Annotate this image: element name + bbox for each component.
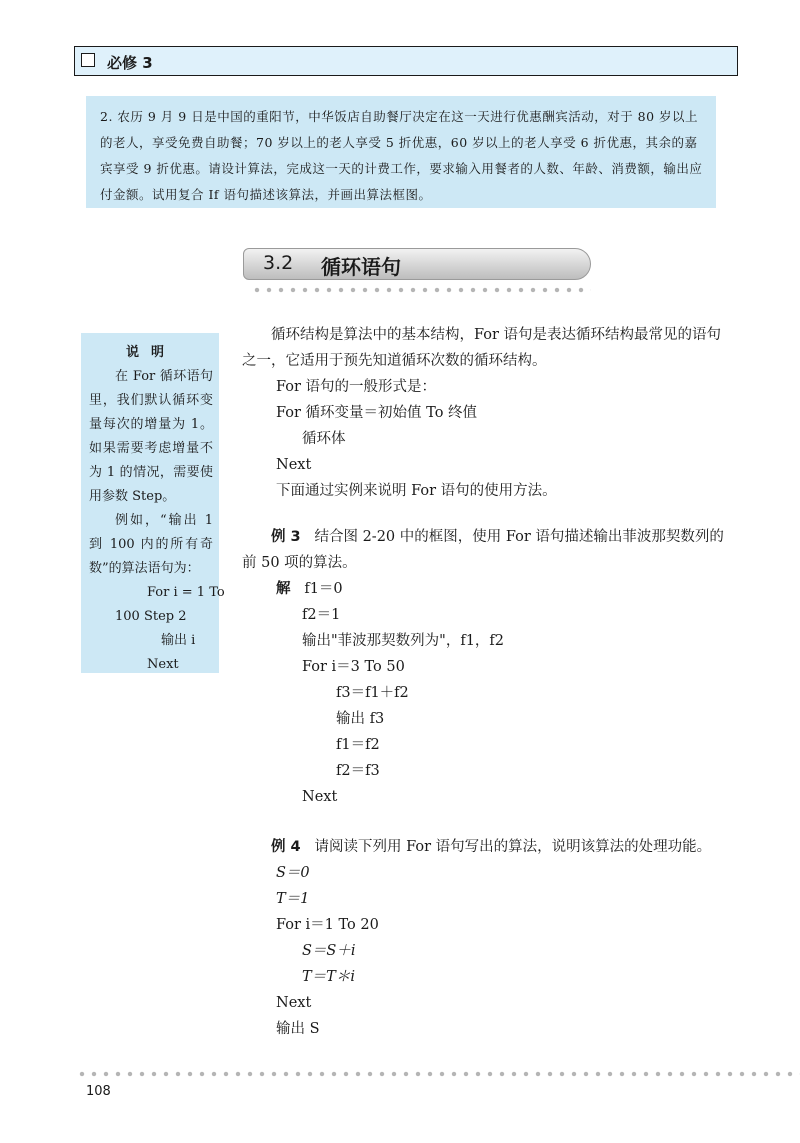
footer-dot-divider (76, 1070, 800, 1078)
solution-label: 解 (276, 581, 291, 597)
section-dot-divider (251, 286, 591, 294)
example-4-code-line: T＝1 (276, 891, 310, 907)
solution-line: 输出 f3 (336, 711, 385, 727)
solution-line: f3＝f1＋f2 (336, 685, 409, 701)
example-4-label: 例 4 (271, 839, 301, 855)
square-marker-icon (81, 53, 95, 67)
main-content (242, 322, 732, 1042)
note-title: 说明 (125, 345, 176, 360)
solution-line: Next (302, 789, 338, 805)
example-3-label: 例 3 (271, 529, 301, 545)
note-code-line: For i = 1 To (147, 585, 225, 600)
general-form-line: Next (276, 457, 312, 473)
solution-line: f2＝1 (302, 607, 341, 623)
solution-code: f1＝0 (304, 581, 343, 597)
note-code-line: 100 Step 2 (115, 609, 187, 624)
solution-line: For i＝3 To 50 (302, 659, 405, 675)
example-4-text: 请阅读下列用 For 语句写出的算法，说明该算法的处理功能。 (314, 839, 712, 855)
example-4-code-line: T＝T＊i (302, 969, 355, 985)
exercise-box (86, 96, 716, 208)
example-3-text: 结合图 2-20 中的框图，使用 For 语句描述输出菲波那契数列的前 50 项的算法。 (242, 529, 724, 571)
general-form-line: For 循环变量＝初始值 To 终值 (276, 405, 478, 421)
note-paragraph-1: 在 For 循环语句里，我们默认循环变量每次的增量为 1。如果需要考虑增量不为 1 的情况，需要使用参数 Step。 (89, 369, 213, 504)
chapter-header-bar (74, 46, 738, 76)
solution-line: 输出"菲波那契数列为"，f1，f2 (302, 633, 505, 649)
exercise-text: 2. 农历 9 月 9 日是中国的重阳节，中华饭店自助餐厅决定在这一天进行优惠酬宾活动，对于 80 岁以上的老人，享受免费自助餐；70 岁以上的老人享受 5 折优惠，60 岁以上的老人享受 6 折优惠，其余的嘉宾享受 9 折优惠。请设计算法，完成这一天的计费工作，要求输入用餐者的人数、年龄、消费额，输出应付金额。试用复合 If 语句描述该算法，并画出算法框图。 (100, 109, 703, 202)
section-heading-bar (243, 248, 591, 280)
general-form-line: 循环体 (302, 431, 346, 447)
note-sidebar (81, 333, 225, 673)
section-heading (243, 248, 591, 282)
section-title: 循环语句 (321, 255, 401, 279)
page-number: 108 (86, 1084, 111, 1099)
example-4-code-line: For i＝1 To 20 (276, 917, 379, 933)
intro-paragraph: 下面通过实例来说明 For 语句的使用方法。 (276, 483, 557, 499)
intro-paragraph: 循环结构是算法中的基本结构，For 语句是表达循环结构最常见的语句之一，它适用于预先知道循环次数的循环结构。 (242, 327, 722, 369)
example-4 (242, 834, 732, 860)
section-number: 3.2 (263, 252, 294, 274)
solution-line (242, 576, 732, 602)
example-3 (242, 524, 732, 576)
note-paragraph-2: 例如，“输出 1 到 100 内的所有奇数”的算法语句为： (89, 513, 213, 576)
example-4-code-line: S＝0 (276, 865, 310, 881)
example-4-code-line: 输出 S (276, 1021, 320, 1037)
solution-line: f1＝f2 (336, 737, 380, 753)
chapter-label: 必修 3 (107, 54, 153, 72)
solution-line: f2＝f3 (336, 763, 380, 779)
note-code-line: Next (147, 657, 179, 672)
example-4-code-line: S＝S＋i (302, 943, 356, 959)
example-4-code-line: Next (276, 995, 312, 1011)
note-code-line: 输出 i (161, 633, 196, 648)
intro-paragraph: For 语句的一般形式是： (276, 379, 437, 395)
